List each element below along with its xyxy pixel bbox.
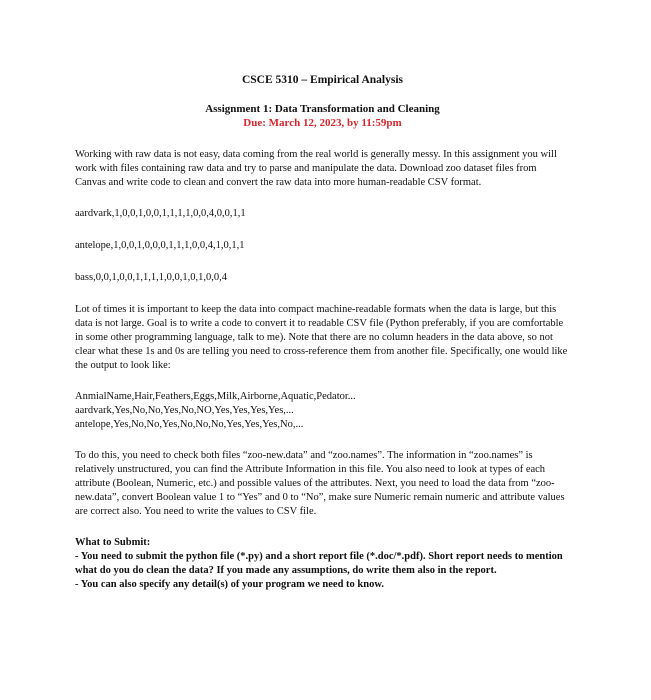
document-page bbox=[75, 72, 570, 592]
course-title: CSCE 5310 – Empirical Analysis bbox=[241, 74, 404, 86]
sample-output-line: antelope,Yes,No,No,Yes,No,No,No,Yes,Yes,Yes,No,... bbox=[75, 419, 304, 430]
explanation-paragraph: Lot of times it is important to keep the data into compact machine-readable formats when the data is large, but this data is not large. Goal is to write a code to convert it to readable CSV file (Python preferably, if you are comfortable in some other programming language, talk to me). Note that there are no column headers in the data above, so not clear what these 1s and 0s are telling you need to cross-reference them from another file. Specifically, one would like the output to look like: bbox=[75, 304, 568, 371]
submit-heading: What to Submit: bbox=[75, 537, 151, 548]
submit-item: - You can also specify any detail(s) of your program we need to know. bbox=[75, 579, 384, 590]
raw-data-line: bass,0,0,1,0,0,1,1,1,1,0,0,1,0,1,0,0,4 bbox=[75, 272, 227, 283]
raw-data-line: aardvark,1,0,0,1,0,0,1,1,1,1,0,0,4,0,0,1,1 bbox=[75, 208, 246, 219]
submit-section bbox=[75, 536, 570, 592]
due-date: Due: March 12, 2023, by 11:59pm bbox=[243, 117, 402, 129]
raw-data-line: antelope,1,0,0,1,0,0,0,1,1,1,0,0,4,1,0,1,1 bbox=[75, 240, 245, 251]
sample-output-line: AnmialName,Hair,Feathers,Eggs,Milk,Airborne,Aquatic,Pedator... bbox=[75, 391, 356, 402]
assignment-title: Assignment 1: Data Transformation and Cleaning bbox=[205, 103, 440, 115]
intro-paragraph: Working with raw data is not easy, data coming from the real world is generally messy. In this assignment you will work with files containing raw data and try to parse and manipulate the data. Download zoo dataset files from Canvas and write code to clean and convert the raw data into more human-readable CSV format. bbox=[75, 149, 557, 188]
sample-output bbox=[75, 390, 570, 432]
instructions-paragraph: To do this, you need to check both files “zoo-new.data” and “zoo.names”. The information in “zoo.names” is relatively unstructured, you can find the Attribute Information in this file. You also need to look at types of each attribute (Boolean, Numeric, etc.) and possible values of the attributes. Next, you need to load the data from “zoo-new.data”, convert Boolean value 1 to “Yes” and 0 to “No”, make sure Numeric remain numeric and attribute values are correct also. You need to write the values to CSV file. bbox=[75, 450, 565, 517]
sample-output-line: aardvark,Yes,No,No,Yes,No,NO,Yes,Yes,Yes,Yes,... bbox=[75, 405, 294, 416]
submit-item: - You need to submit the python file (*.py) and a short report file (*.doc/*.pdf). Short report needs to mention what do you do clean the data? If you made any assumptions, do write them also in the report. bbox=[75, 551, 563, 576]
